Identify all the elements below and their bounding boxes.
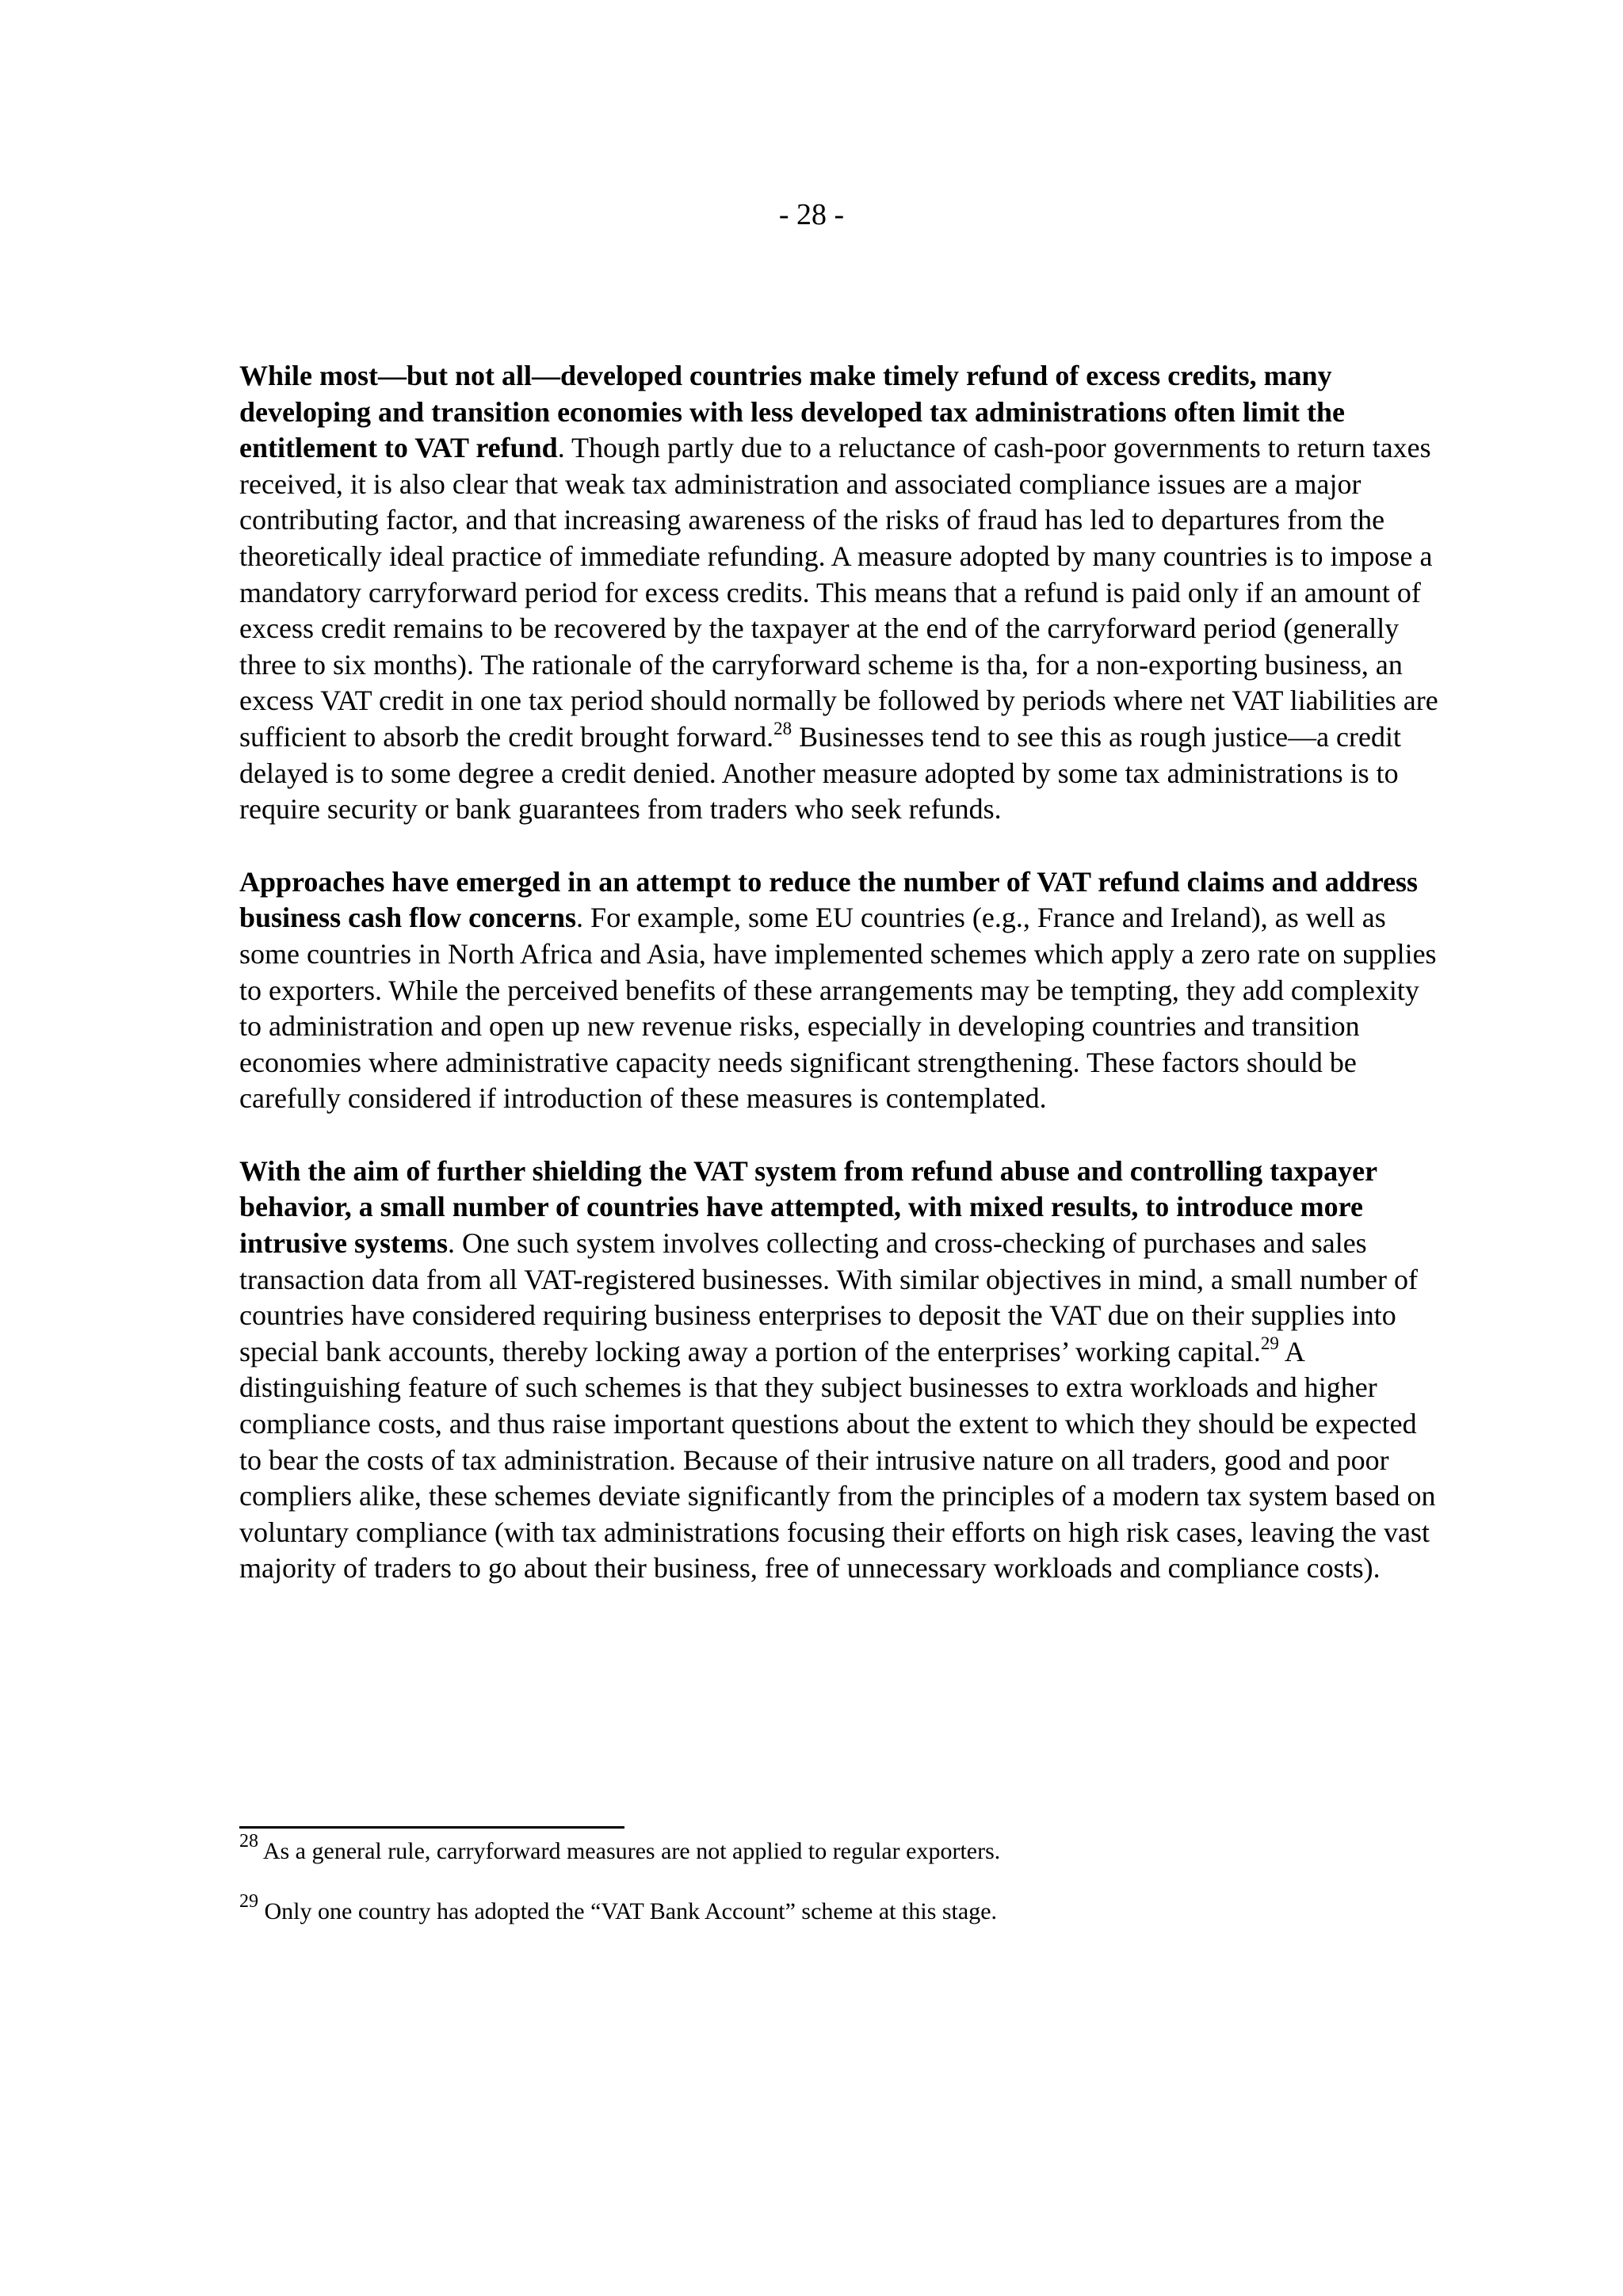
footnote-text: Only one country has adopted the “VAT Bank Account” scheme at this stage.	[258, 1898, 998, 1924]
paragraph-lead: Approaches have emerged in an attempt to reduce the number of VAT refund claims and address business cash flow concerns	[239, 865, 1419, 934]
footnotes	[239, 1831, 1444, 1957]
footnote-separator	[239, 1826, 624, 1829]
footnote-ref-29[interactable]: 29	[1260, 1333, 1279, 1353]
paragraph-text: . Though partly due to a reluctance of cash-poor governments to return taxes received, it is also clear that weak tax administration and associated compliance issues are a major contributing factor, and that increasing awareness of the risks of fraud has led to departures from the theoretically ideal practice of immediate refunding. A measure adopted by many countries is to impose a mandatory carryforward period for excess credits. This means that a refund is paid only if an amount of excess credit remains to be recovered by the taxpayer at the end of the carryforward period (generally three to six months). The rationale of the carryforward scheme is tha, for a non-exporting business, an excess VAT credit in one tax period should normally be followed by periods where net VAT liabilities are sufficient to absorb the credit brought forward.	[239, 432, 1438, 753]
footnote-text: As a general rule, carryforward measures are not applied to regular exporters.	[258, 1838, 1001, 1864]
footnote-28	[239, 1831, 1444, 1867]
paragraph-refund-approaches	[239, 864, 1444, 1117]
paragraph-lead: While most—but not all—developed countries make timely refund of excess credits, many developing and transition economies with less developed tax administrations often limit the entitlement to VAT refund	[239, 360, 1346, 464]
page-number: - 28 -	[778, 198, 845, 231]
paragraph-text: . For example, some EU countries (e.g., France and Ireland), as well as some countries in North Africa and Asia, have implemented schemes which apply a zero rate on supplies to exporters. While the perceived benefits of these arrangements may be tempting, they add complexity to administration and open up new revenue risks, especially in developing countries and transition economies where administrative capacity needs significant strengthening. These factors should be carefully considered if introduction of these measures is contemplated.	[239, 902, 1437, 1115]
footnote-number: 29	[239, 1891, 258, 1912]
paragraph-vat-refund-entitlement	[239, 358, 1444, 828]
body-text	[239, 358, 1444, 1623]
footnote-number: 28	[239, 1831, 258, 1852]
footnote-29	[239, 1891, 1444, 1927]
paragraph-lead: With the aim of further shielding the VAT system from refund abuse and controlling taxpayer behavior, a small number of countries have attempted, with mixed results, to introduce more intrusive systems	[239, 1154, 1377, 1260]
paragraph-text: . One such system involves collecting and cross-checking of purchases and sales transaction data from all VAT-registered businesses. With similar objectives in mind, a small number of countries have considered requiring business enterprises to deposit the VAT due on their supplies into special bank accounts, thereby locking away a portion of the enterprises’ working capital.	[239, 1227, 1418, 1367]
paragraph-text-continued: Businesses tend to see this as rough justice—a credit delayed is to some degree a credit denied. Another measure adopted by some tax administrations is to require security or bank guarantees from traders who seek refunds.	[239, 720, 1401, 826]
paragraph-intrusive-systems	[239, 1154, 1444, 1587]
paragraph-text-continued: A distinguishing feature of such schemes is that they subject businesses to extra workloads and higher compliance costs, and thus raise important questions about the extent to which they should be expected to bear the costs of tax administration. Because of their intrusive nature on all traders, good and poor compliers alike, these schemes deviate significantly from the principles of a modern tax system based on voluntary compliance (with tax administrations focusing their efforts on high risk cases, leaving the vast majority of traders to go about their business, free of unnecessary workloads and compliance costs).	[239, 1335, 1436, 1585]
footnote-ref-28[interactable]: 28	[773, 718, 792, 738]
